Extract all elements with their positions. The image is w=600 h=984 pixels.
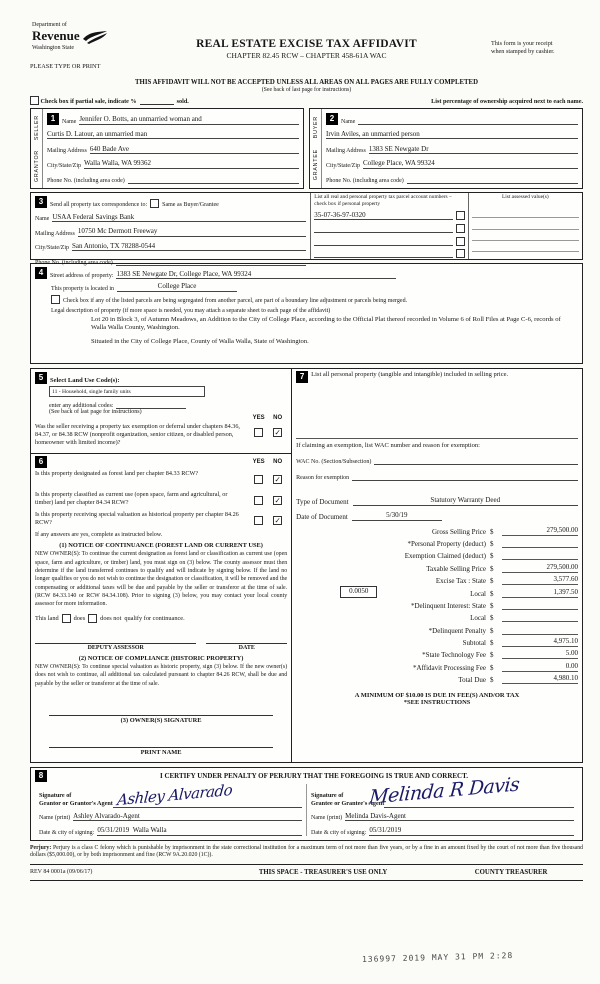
sec6-yes-no-header: YES NO	[252, 458, 283, 465]
additional-codes-label: enter any additional codes:	[49, 402, 114, 409]
money-row-delinq-int-local: Local $	[296, 610, 578, 622]
subtotal-field[interactable]: 4,975.10	[502, 637, 578, 647]
corr-phone-field[interactable]	[116, 256, 306, 266]
historic-yes-checkbox[interactable]	[254, 516, 263, 525]
grantee-signature-block	[306, 773, 578, 836]
gross-selling-price-field[interactable]: 279,500.00	[502, 526, 578, 536]
corr-name-label: Name	[35, 216, 50, 222]
parcel-list	[311, 193, 468, 259]
money-row-delinq-int-state: *Delinquent Interest: State $	[296, 598, 578, 610]
assessed-value-header: List assessed value(s)	[501, 194, 549, 200]
grantee-date-label: Date & city of signing:	[311, 829, 367, 836]
partial-sale-row	[30, 96, 583, 105]
seller-phone-field[interactable]	[128, 174, 299, 184]
grantor-print-name-field[interactable]: Ashley Alvarado-Agent	[73, 812, 302, 822]
money-row-gross: Gross Selling Price $ 279,500.00	[431, 525, 578, 536]
corr-name-field[interactable]: USAA Federal Savings Bank	[52, 213, 306, 223]
seller-phone-label: Phone No. (including area code)	[47, 177, 125, 184]
street-address-label: Street address of property:	[50, 273, 114, 279]
property-info-section	[30, 263, 583, 364]
state-technology-fee-field[interactable]: 5.00	[502, 649, 578, 659]
buyer-mailing-label: Mailing Address	[326, 148, 366, 154]
certification-section	[30, 767, 583, 841]
assessed-value-field[interactable]	[472, 241, 579, 252]
corr-csz-label: City/State/Zip	[35, 245, 69, 251]
legal-description-text[interactable]: Lot 20 in Block 3, of Autumn Meadows, an Addition to the City of College Place, according to the Official Plat thereof recorded in Volume 6 of Roll Files at Page C-6, records of Walla Walla County, Washington.	[91, 315, 561, 332]
seller-csz-field[interactable]: Walla Walla, WA 99362	[84, 159, 299, 169]
perjury-note	[30, 845, 583, 860]
situated-text[interactable]: Situated in the City of College Place, County of Walla Walla, State of Washington.	[91, 338, 309, 346]
print-name-line[interactable]	[49, 733, 273, 748]
section2-badge: 2	[326, 113, 338, 125]
does-not-checkbox[interactable]	[88, 614, 97, 623]
seller-section	[30, 108, 304, 189]
segregated-label: Check box if any of the listed parcels are being segregated from another parcel, are part of a boundary line adjustment or parcels being merged.	[63, 297, 408, 304]
corr-mailing-label: Mailing Address	[35, 230, 75, 237]
exemption-intro: If claiming an exemption, list WAC number and reason for exemption:	[296, 442, 480, 450]
rev-number: REV 84 0001a (09/06/17)	[30, 869, 93, 876]
send-correspondence-label: Send all property tax correspondence to:	[50, 201, 148, 208]
historic-question-row: Is this property receiving special valuation as historical property per chapter 84.26 RCW? ✓	[35, 511, 281, 527]
personal-property-deduct-field[interactable]	[502, 538, 578, 548]
grantor-signature-block	[35, 780, 306, 836]
document-type-label: Type of Document	[296, 497, 349, 506]
wac-number-field[interactable]	[374, 455, 578, 465]
print-name-label: PRINT NAME	[140, 748, 182, 756]
owner-signature-line[interactable]	[49, 701, 273, 716]
money-row-local: 0.0050 Local $ 1,397.50	[296, 585, 578, 597]
does-not-label: does not	[100, 614, 122, 622]
seller-mailing-field[interactable]: 640 Bade Ave	[90, 145, 299, 155]
forest-yes-checkbox[interactable]	[254, 475, 263, 484]
street-address-field[interactable]: 1383 SE Newgate Dr, College Place, WA 99324	[116, 270, 396, 280]
deferral-no-checkbox[interactable]: ✓	[274, 428, 281, 437]
deferral-yes-checkbox[interactable]	[254, 428, 263, 437]
washington-state-label: Washington State	[32, 45, 75, 52]
current-use-no-checkbox[interactable]: ✓	[274, 495, 281, 505]
section5-badge: 5	[35, 372, 47, 384]
treasurer-space-label: THIS SPACE - TREASURER'S USE ONLY	[258, 868, 388, 876]
notice-compliance-text: NEW OWNER(S): To continue special valuation as historic property, sign (3) below. If the new owner(s) does not wish to continue, all additional tax calculated pursuant to chapter 84.26 RCW, shall be due and payable by the seller or transferor at the time of sale.	[35, 664, 288, 687]
sec7-divider	[296, 438, 578, 439]
section8-badge: 8	[35, 770, 47, 782]
personal-property-blank-area[interactable]	[296, 383, 578, 435]
section1-badge: 1	[47, 113, 59, 125]
seller-name-label: Name	[62, 118, 77, 125]
buyer-phone-label: Phone No. (including area code)	[326, 177, 404, 184]
does-label: does	[73, 614, 86, 622]
this-land-label: This land	[35, 614, 59, 622]
money-row-delinq-penalty: *Delinquent Penalty $	[296, 622, 578, 634]
wac-number-label: WAC No. (Section/Subsection)	[296, 458, 372, 465]
section3-badge: 3	[35, 196, 47, 208]
parcel-number-field[interactable]	[314, 236, 452, 246]
grantee-date-field[interactable]: 05/31/2019	[369, 826, 574, 836]
document-date-label: Date of Document	[296, 512, 348, 521]
buyer-phone-field[interactable]	[407, 174, 578, 184]
perjury-label: Perjury:	[30, 844, 52, 851]
buyer-name-label: Name	[341, 118, 356, 125]
grantee-print-name-label: Name (print)	[311, 815, 343, 822]
seller-csz-label: City/State/Zip	[47, 162, 81, 169]
located-in-label: This property is located in	[51, 285, 114, 292]
document-date-field[interactable]: 5/30/19	[352, 511, 442, 521]
same-as-buyer-label: Same as Buyer/Grantee	[162, 201, 219, 208]
deputy-assessor-label: DEPUTY ASSESSOR	[87, 644, 144, 651]
assessed-value-field[interactable]	[472, 218, 579, 229]
deputy-assessor-signature-line[interactable]	[35, 633, 196, 644]
buyer-side-label: BUYER GRANTEE	[310, 109, 322, 188]
excise-state-field[interactable]: 3,577.60	[502, 575, 578, 585]
tax-correspondence-section	[30, 192, 583, 266]
form-header	[30, 20, 583, 76]
excise-local-field[interactable]: 1,397.50	[502, 588, 578, 598]
grantee-signature[interactable]: Melinda R Davis	[368, 773, 521, 809]
exemption-reason-label: Reason for exemption	[296, 475, 350, 482]
sec5-yes-no-header: YES NO	[252, 414, 283, 421]
deputy-date-line[interactable]	[206, 633, 287, 644]
certify-statement: I CERTIFY UNDER PENALTY OF PERJURY THAT THE FOREGOING IS TRUE AND CORRECT.	[159, 771, 468, 780]
dept-of-label: Department of	[32, 22, 67, 28]
land-use-title: Select Land Use Code(s):	[50, 377, 120, 385]
section6-badge: 6	[35, 456, 47, 468]
buyer-csz-field[interactable]: College Place, WA 99324	[363, 159, 578, 169]
seller-name-field[interactable]: Jennifer O. Botts, an unmarried woman and	[79, 115, 299, 125]
delinquent-interest-local-field[interactable]	[502, 612, 578, 622]
minimum-due-note: A MINIMUM OF $10.00 IS DUE IN FEE(S) AND/OR TAX	[354, 692, 520, 700]
partial-sale-sold-label: sold.	[176, 98, 189, 105]
buyer-mailing-field[interactable]: 1383 SE Newgate Dr	[369, 145, 578, 155]
assessed-value-field[interactable]	[472, 207, 579, 218]
section7-badge: 7	[296, 371, 308, 383]
acceptance-warning: THIS AFFIDAVIT WILL NOT BE ACCEPTED UNLESS ALL AREAS ON ALL PAGES ARE FULLY COMPLETED	[135, 79, 478, 86]
grantor-print-name-label: Name (print)	[39, 815, 71, 822]
dor-logo	[32, 22, 108, 51]
buyer-section	[309, 108, 583, 189]
parcel-column-header: List all real and personal property tax parcel account numbers – check box if personal property	[314, 194, 452, 207]
parties-row	[30, 108, 583, 189]
grantee-signature-label: Signature of Grantee or Grantee's Agent	[311, 792, 385, 808]
corr-mailing-field[interactable]: 10750 Mc Dermott Freeway	[78, 227, 306, 237]
deferral-question-text: Was the seller receiving a property tax exemption or deferral under chapters 84.36, 84.37, or 84.38 RCW (nonprofit organization, senior citizen, or disabled person, homeowner with limited income)?	[35, 423, 240, 446]
deputy-date-label: DATE	[238, 644, 255, 651]
buyer-csz-label: City/State/Zip	[326, 162, 360, 169]
tax-computation-section	[292, 369, 582, 762]
if-yes-note: If any answers are yes, complete as instructed below.	[35, 531, 163, 538]
cashier-stamp: 136997 2019 MAY 31 PM 2:28	[361, 951, 514, 964]
money-row-taxable: Taxable Selling Price $ 279,500.00	[426, 562, 578, 573]
corr-phone-label: Phone No. (including area code)	[35, 259, 113, 266]
see-instructions-note: *SEE INSTRUCTIONS	[403, 699, 471, 707]
section4-badge: 4	[35, 267, 47, 279]
total-due-field[interactable]: 4,980.10	[502, 674, 578, 684]
partial-sale-blank[interactable]	[140, 97, 174, 105]
personal-property-checkbox[interactable]	[456, 211, 465, 220]
money-row-total: Total Due $ 4,980.10	[458, 674, 578, 685]
partial-sale-checkbox[interactable]	[30, 96, 39, 105]
money-row-excise-state: Excise Tax : State $ 3,577.60	[435, 575, 578, 586]
personal-property-checkbox[interactable]	[456, 249, 465, 258]
personal-property-checkbox[interactable]	[456, 237, 465, 246]
land-use-code-box[interactable]: 11 - Household, single family units	[49, 386, 205, 397]
grantee-print-name-field[interactable]: Melinda Davis-Agent	[345, 812, 574, 822]
money-row-exemption: Exemption Claimed (deduct) $	[296, 548, 578, 560]
does-checkbox[interactable]	[62, 614, 71, 623]
same-as-buyer-checkbox[interactable]	[150, 199, 159, 208]
personal-property-label: List all personal property (tangible and intangible) included in selling price.	[311, 371, 509, 379]
revenue-wordmark: Revenue	[32, 28, 80, 44]
perjury-text: Perjury is a class C felony which is punishable by imprisonment in the state correctional institution for a maximum term of not more than five years, or by a fine in an amount fixed by the court of not more than five thousand dollars ($5,000.00), or by both imprisonment and fine (RCW 9A.20.020 (1C)).	[30, 844, 583, 859]
assessed-value-field[interactable]	[472, 230, 579, 241]
buyer-name-field-2[interactable]: Irvin Aviles, an unmarried person	[326, 130, 578, 140]
taxable-selling-price-field[interactable]: 279,500.00	[502, 563, 578, 573]
county-treasurer-label: COUNTY TREASURER	[474, 868, 548, 876]
ownership-note: List percentage of ownership acquired next to each name.	[431, 98, 583, 105]
seller-mailing-label: Mailing Address	[47, 148, 87, 154]
segregated-checkbox[interactable]	[51, 295, 60, 304]
document-type-field[interactable]: Statutory Warranty Deed	[353, 496, 578, 506]
see-back-note-2: (See back of last page for instructions)	[49, 408, 142, 415]
delinquent-interest-state-field[interactable]	[502, 600, 578, 610]
qualify-label: qualify for continuance.	[124, 614, 185, 622]
deputy-assessor-row	[35, 633, 287, 651]
grantor-date-field[interactable]: 05/31/2019 Walla Walla	[97, 826, 302, 836]
grantor-signature-label: Signature of Grantor or Grantor's Agent	[39, 792, 113, 808]
owner-signature-label: (3) OWNER(S) SIGNATURE	[120, 716, 202, 724]
deferral-question-row	[35, 423, 287, 446]
notice-compliance-title: (2) NOTICE OF COMPLIANCE (HISTORIC PROPERTY)	[78, 654, 244, 662]
money-row-processing-fee: *Affidavit Processing Fee $ 0.00	[413, 661, 578, 672]
buyer-name-field[interactable]	[358, 115, 578, 125]
notice-continuance-text: NEW OWNER(S): To continue the current designation as forest land or classification as current use (open space, farm and agriculture, or timber) land, you must sign on (3) below. The county assessor must then determine if the land transferred continues to qualify and will indicate by signing below. If the land no longer qualifies or you do not wish to continue the designation or classification, it will be removed and the compensating or additional taxes will be due and payable by the seller or transferor at the time of sale. (RCW 84.33.140 or RCW 84.34.108). Prior to signing (3) below, you may contact your local county assessor for more information.	[35, 551, 288, 608]
parcel-number-field[interactable]: 35-07-36-97-0320	[314, 211, 452, 221]
corr-csz-field[interactable]: San Antonio, TX 78288-0544	[72, 242, 306, 252]
legal-description-label: Legal description of property (if more space is needed, you may attach a separate sheet to each page of the affidavit)	[51, 307, 331, 314]
seller-name-field-2[interactable]: Curtis D. Latour, an unmarried man	[47, 130, 299, 140]
page-title: REAL ESTATE EXCISE TAX AFFIDAVIT	[196, 38, 417, 50]
located-in-field[interactable]: College Place	[117, 282, 237, 292]
middle-columns	[30, 368, 583, 763]
forest-land-question-row: Is this property designated as forest land per chapter 84.33 RCW? ✓	[35, 470, 281, 485]
seller-side-label: SELLER GRANTOR	[31, 109, 43, 188]
parcel-number-field[interactable]	[314, 223, 452, 233]
parcel-number-field[interactable]	[314, 249, 452, 259]
historic-no-checkbox[interactable]: ✓	[274, 516, 281, 526]
personal-property-checkbox[interactable]	[456, 224, 465, 233]
forest-no-checkbox[interactable]: ✓	[274, 475, 281, 485]
please-type-label: PLEASE TYPE OR PRINT	[30, 63, 101, 70]
assessed-value-column	[469, 193, 582, 259]
footer-row	[30, 864, 583, 881]
flag-swoosh-icon	[82, 30, 108, 44]
money-row-personal: *Personal Property (deduct) $	[296, 536, 578, 548]
additional-codes-field[interactable]	[116, 399, 186, 409]
affidavit-processing-fee-field[interactable]: 0.00	[502, 662, 578, 672]
exemption-claimed-field[interactable]	[502, 550, 578, 560]
current-use-question-row: Is this property classified as current use (open space, farm and agricultural, or timber) land per chapter 84.34 RCW? ✓	[35, 490, 281, 506]
exemption-reason-field[interactable]	[352, 472, 578, 482]
partial-sale-label: Check box if partial sale, indicate %	[40, 98, 137, 105]
receipt-note: This form is your receipt when stamped by cashier.	[491, 40, 555, 55]
current-use-yes-checkbox[interactable]	[254, 496, 263, 505]
notice-continuance-title: (1) NOTICE OF CONTINUANCE (FOREST LAND OR CURRENT USE)	[59, 541, 263, 549]
money-row-subtotal: Subtotal $ 4,975.10	[462, 637, 578, 648]
local-rate-box[interactable]: 0.0050	[340, 586, 377, 598]
grantor-signature[interactable]: Ashley Alvarado	[116, 780, 233, 810]
grantor-date-label: Date & city of signing:	[39, 829, 95, 836]
continuance-qualify-row	[35, 614, 287, 623]
delinquent-penalty-field[interactable]	[502, 625, 578, 635]
land-use-section	[31, 369, 291, 454]
forest-land-section	[31, 454, 291, 762]
chapter-subtitle: CHAPTER 82.45 RCW – CHAPTER 458-61A WAC	[226, 51, 387, 60]
see-back-note: (See back of last page for instructions)	[261, 87, 352, 93]
money-row-tech-fee: *State Technology Fee $ 5.00	[422, 649, 578, 660]
